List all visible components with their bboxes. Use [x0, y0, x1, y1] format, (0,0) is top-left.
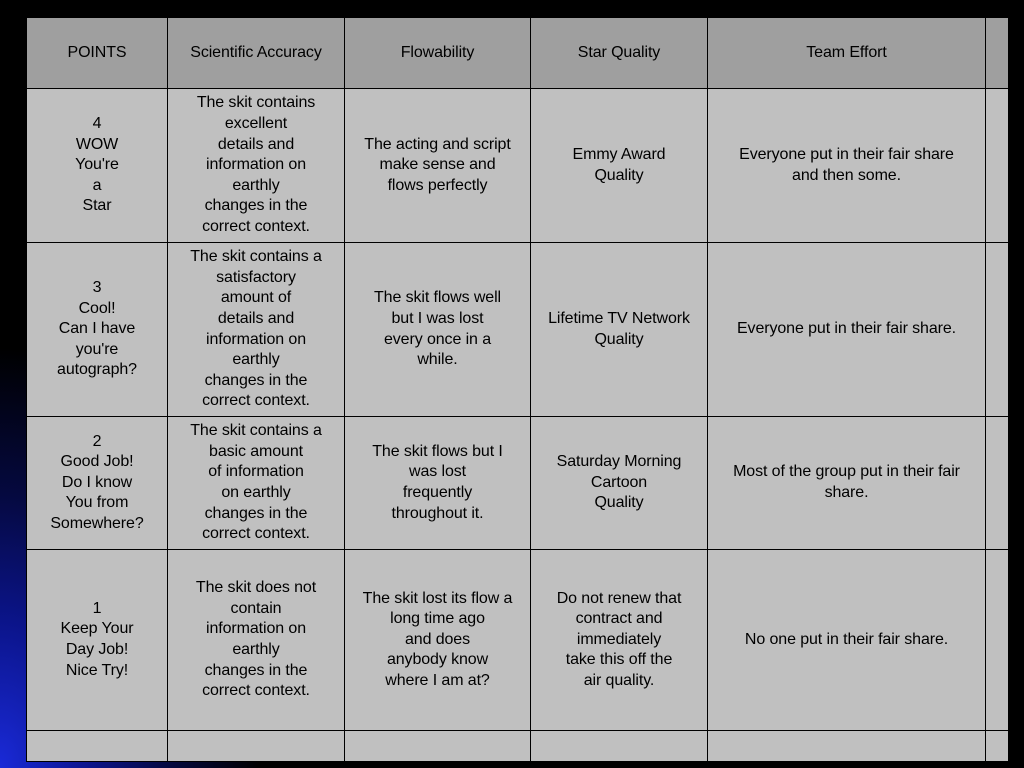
points-cell: 4 WOW You're a Star: [27, 89, 168, 243]
spacer-cell: [986, 550, 1009, 731]
team-effort-cell: Everyone put in their fair share and then some.: [708, 89, 986, 243]
empty-cell: [168, 731, 345, 762]
flowability-cell: The skit flows well but I was lost every once in a while.: [345, 243, 531, 417]
empty-row: [27, 731, 1009, 762]
table-row: [27, 550, 1009, 731]
accuracy-cell: The skit contains a basic amount of information on earthly changes in the correct context.: [168, 417, 345, 550]
team-effort-cell: No one put in their fair share.: [708, 550, 986, 731]
header-row: [27, 18, 1009, 89]
empty-cell: [531, 731, 708, 762]
spacer-cell: [986, 417, 1009, 550]
header-team-effort: Team Effort: [708, 18, 986, 89]
header-flowability: Flowability: [345, 18, 531, 89]
team-effort-cell: Everyone put in their fair share.: [708, 243, 986, 417]
empty-cell: [27, 731, 168, 762]
header-scientific-accuracy: Scientific Accuracy: [168, 18, 345, 89]
spacer-cell: [986, 243, 1009, 417]
flowability-cell: The skit flows but I was lost frequently throughout it.: [345, 417, 531, 550]
rubric-table: [26, 17, 1009, 762]
star-quality-cell: Do not renew that contract and immediately take this off the air quality.: [531, 550, 708, 731]
accuracy-cell: The skit contains a satisfactory amount of details and information on earthly changes in the correct context.: [168, 243, 345, 417]
spacer-cell: [986, 731, 1009, 762]
points-cell: 1 Keep Your Day Job! Nice Try!: [27, 550, 168, 731]
table-row: [27, 417, 1009, 550]
header-points: POINTS: [27, 18, 168, 89]
star-quality-cell: Lifetime TV Network Quality: [531, 243, 708, 417]
team-effort-cell: Most of the group put in their fair share.: [708, 417, 986, 550]
header-spacer: [986, 18, 1009, 89]
table-row: [27, 89, 1009, 243]
star-quality-cell: Saturday Morning Cartoon Quality: [531, 417, 708, 550]
header-star-quality: Star Quality: [531, 18, 708, 89]
points-cell: 2 Good Job! Do I know You from Somewhere?: [27, 417, 168, 550]
flowability-cell: The acting and script make sense and flows perfectly: [345, 89, 531, 243]
flowability-cell: The skit lost its flow a long time ago and does anybody know where I am at?: [345, 550, 531, 731]
accuracy-cell: The skit does not contain information on earthly changes in the correct context.: [168, 550, 345, 731]
accuracy-cell: The skit contains excellent details and information on earthly changes in the correct context.: [168, 89, 345, 243]
empty-cell: [345, 731, 531, 762]
empty-cell: [708, 731, 986, 762]
spacer-cell: [986, 89, 1009, 243]
points-cell: 3 Cool! Can I have you're autograph?: [27, 243, 168, 417]
table-row: [27, 243, 1009, 417]
star-quality-cell: Emmy Award Quality: [531, 89, 708, 243]
